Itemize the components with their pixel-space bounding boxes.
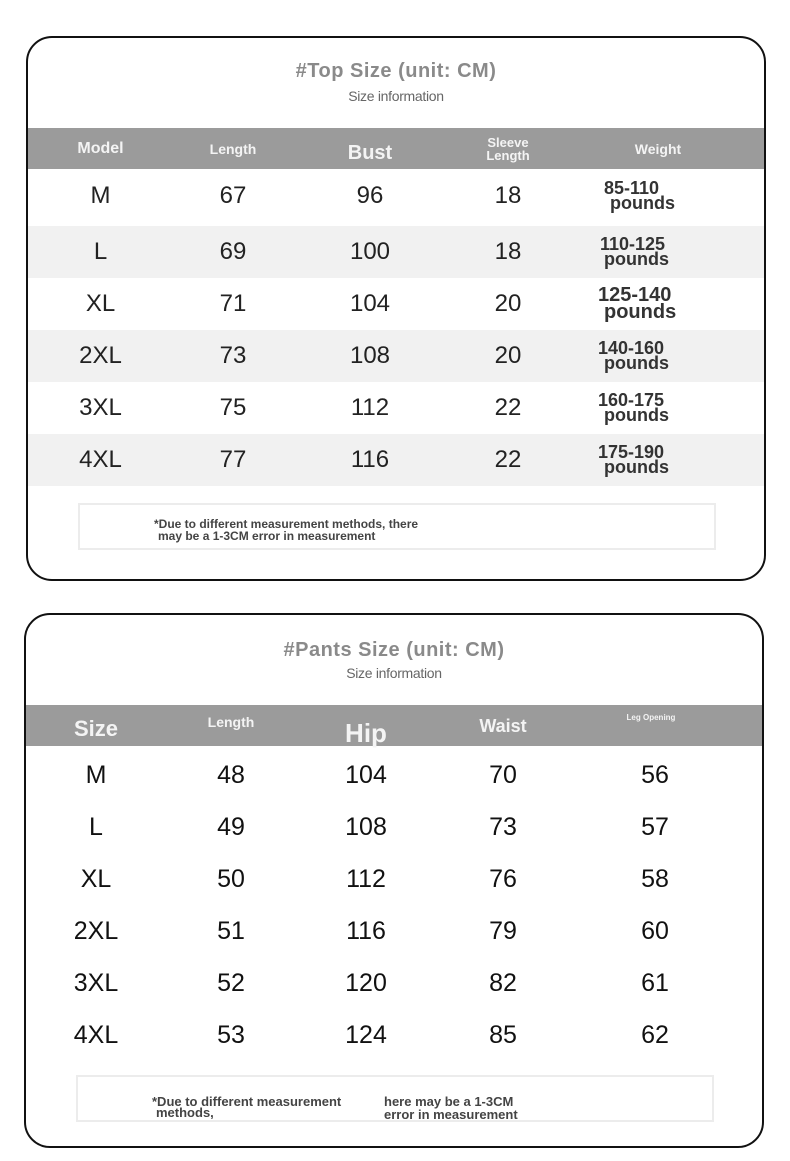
cell-sleeve: 18 <box>494 182 522 209</box>
cell-size: M <box>85 760 107 789</box>
cell-length: 71 <box>219 290 247 317</box>
cell-hip: 120 <box>345 968 387 997</box>
cell-model: 3XL <box>79 394 122 421</box>
cell-leg-opening: 57 <box>641 812 669 841</box>
cell-hip: 104 <box>345 760 387 789</box>
cell-hip: 112 <box>346 864 386 893</box>
table-row <box>26 957 762 1009</box>
cell-bust: 96 <box>356 182 384 209</box>
top-size-subtitle: Size information <box>348 88 444 104</box>
cell-length: 53 <box>217 1020 245 1049</box>
weight-range: 125-140 <box>598 284 672 306</box>
cell-waist: 73 <box>489 812 517 841</box>
cell-waist: 79 <box>489 916 517 945</box>
weight-range: 110-125 <box>600 233 666 254</box>
pants-size-card <box>24 613 764 1148</box>
cell-model: L <box>93 238 108 265</box>
header-sleeve-length <box>468 128 548 169</box>
weight-unit: pounds <box>610 193 675 213</box>
cell-length: 51 <box>217 916 245 945</box>
measurement-note-box <box>78 503 716 550</box>
cell-size: 3XL <box>73 968 119 997</box>
weight-unit: pounds <box>604 353 669 373</box>
cell-size: XL <box>80 864 112 893</box>
table-row <box>26 905 762 957</box>
cell-leg-opening: 62 <box>641 1020 669 1049</box>
header-leg-opening: Leg Opening <box>626 712 676 722</box>
header-length: Length <box>209 140 257 157</box>
pants-size-subtitle: Size information <box>346 665 442 681</box>
cell-bust: 116 <box>350 446 390 473</box>
cell-model: XL <box>85 290 116 317</box>
header-bust: Bust <box>347 141 393 164</box>
table-row <box>26 1009 762 1061</box>
header-model: Model <box>77 139 124 157</box>
cell-length: 75 <box>219 394 247 421</box>
cell-bust: 100 <box>349 238 391 265</box>
cell-waist: 85 <box>489 1020 517 1049</box>
header-sleeve-line1: Sleeve <box>487 134 529 150</box>
cell-bust: 112 <box>350 394 390 421</box>
header-sleeve-line2: Length <box>486 147 530 163</box>
cell-hip: 108 <box>345 812 387 841</box>
weight-unit: pounds <box>604 249 669 269</box>
cell-bust: 108 <box>349 342 391 369</box>
cell-hip: 124 <box>345 1020 387 1049</box>
weight-unit: pounds <box>604 457 669 477</box>
cell-length: 77 <box>219 446 247 473</box>
cell-sleeve: 18 <box>494 238 522 265</box>
top-size-header <box>28 128 764 169</box>
cell-sleeve: 22 <box>494 394 522 421</box>
header-hip: Hip <box>345 717 387 748</box>
weight-unit: pounds <box>604 405 669 425</box>
weight-unit: pounds <box>604 301 677 323</box>
pants-size-title: #Pants Size (unit: CM) <box>283 639 505 661</box>
header-weight: Weight <box>634 140 682 157</box>
cell-weight <box>600 226 669 278</box>
note-line-1: *Due to different measurement methods, there <box>154 517 419 531</box>
table-row <box>28 382 764 434</box>
table-row <box>26 853 762 905</box>
cell-leg-opening: 61 <box>641 968 669 997</box>
cell-waist: 70 <box>489 760 517 789</box>
cell-waist: 82 <box>489 968 517 997</box>
measurement-note-box <box>76 1075 714 1122</box>
top-size-title: #Top Size (unit: CM) <box>295 60 497 82</box>
table-row <box>28 278 764 330</box>
table-row <box>28 170 764 222</box>
cell-leg-opening: 56 <box>641 760 669 789</box>
cell-length: 73 <box>219 342 247 369</box>
header-length: Length <box>207 713 255 730</box>
cell-sleeve: 20 <box>494 342 522 369</box>
weight-range: 160-175 <box>598 389 665 410</box>
note-part-c: here may be a 1-3CM <box>384 1094 514 1109</box>
header-size: Size <box>73 715 119 741</box>
cell-size: 4XL <box>73 1020 119 1049</box>
cell-model: M <box>90 182 111 209</box>
note-line-2: may be a 1-3CM error in measurement <box>158 529 376 543</box>
table-row <box>28 226 764 278</box>
cell-sleeve: 20 <box>494 290 522 317</box>
cell-length: 67 <box>219 182 247 209</box>
weight-range: 85-110 <box>604 177 660 198</box>
table-row <box>26 749 762 801</box>
header-waist: Waist <box>479 715 527 736</box>
table-row <box>28 434 764 486</box>
cell-waist: 76 <box>489 864 517 893</box>
cell-size: 2XL <box>73 916 119 945</box>
cell-weight <box>598 382 669 434</box>
cell-length: 52 <box>217 968 245 997</box>
cell-weight <box>604 170 675 222</box>
table-row <box>28 330 764 382</box>
cell-weight <box>598 330 669 382</box>
cell-length: 48 <box>217 760 245 789</box>
cell-model: 2XL <box>79 342 122 369</box>
cell-leg-opening: 60 <box>641 916 669 945</box>
note-part-b: methods, <box>156 1105 214 1120</box>
cell-length: 49 <box>217 812 245 841</box>
cell-size: L <box>89 812 103 841</box>
top-size-card <box>26 36 766 581</box>
table-row <box>26 801 762 853</box>
cell-length: 69 <box>219 238 247 265</box>
cell-bust: 104 <box>349 290 391 317</box>
weight-range: 175-190 <box>598 441 665 462</box>
cell-length: 50 <box>217 864 245 893</box>
weight-range: 140-160 <box>598 337 665 358</box>
cell-weight <box>598 434 669 486</box>
pants-size-header <box>26 705 762 746</box>
note-part-a: *Due to different measurement <box>152 1094 342 1109</box>
note-part-d: error in measurement <box>384 1107 518 1122</box>
cell-model: 4XL <box>79 446 122 473</box>
cell-hip: 116 <box>346 916 386 945</box>
cell-weight <box>598 278 676 330</box>
cell-leg-opening: 58 <box>641 864 669 893</box>
cell-sleeve: 22 <box>494 446 522 473</box>
